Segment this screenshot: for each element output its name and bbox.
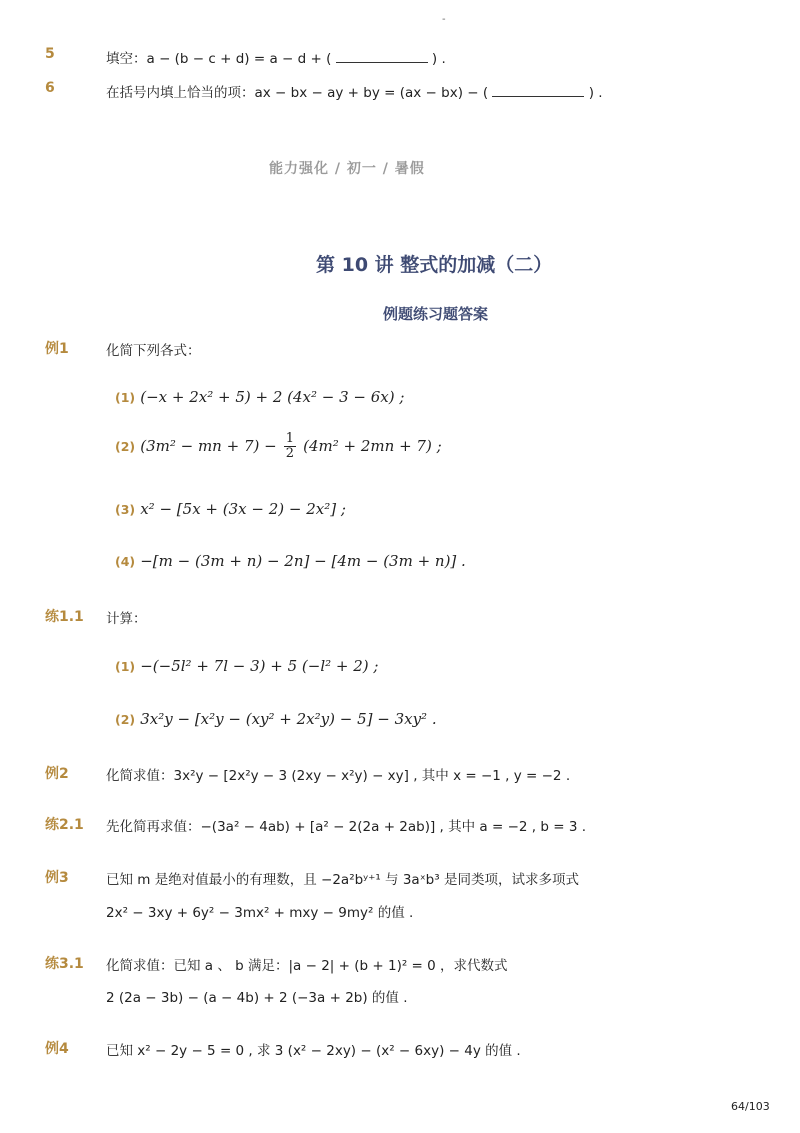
example-1-item-3 [115,499,346,518]
example-1-item-1 [115,387,404,406]
question-6-text: 在括号内填上恰当的项：ax − bx − ay + by = (ax − bx) − ( [106,85,493,101]
practice-3-1-line-2: 2 (2a − 3b) − (a − 4b) + 2 (−3a + 2b) 的值 . [106,990,408,1006]
item-expression: −(−5l² + 7l − 3) + 5 (−l² + 2) ; [140,657,379,675]
page-number: 64/103 [731,1100,770,1113]
example-1-label: 例1 [45,341,69,357]
question-6 [106,81,603,101]
question-number-5: 5 [45,46,55,62]
practice-1-1-label: 练1.1 [45,609,84,625]
practice-1-1-item-2 [115,709,437,728]
answer-blank-6[interactable] [492,83,584,97]
item-expression-left: (3m² − mn + 7) − [140,437,277,455]
example-3-line-2: 2x² − 3xy + 6y² − 3mx² + mxy − 9my² 的值 . [106,905,414,921]
lecture-title: 第 10 讲 整式的加减（二） [316,254,553,276]
example-2-text: 化简求值：3x²y − [2x²y − 3 (2xy − x²y) − xy] , 其中 x = −1 , y = −2 . [106,768,571,784]
example-4-label: 例4 [45,1041,69,1057]
example-3-line-1: 已知 m 是绝对值最小的有理数，且 −2a²bʸ⁺¹ 与 3aˣb³ 是同类项，试求多项式 [106,872,579,888]
item-number: (1) [115,659,136,674]
item-expression: x² − [5x + (3x − 2) − 2x²] ; [140,500,346,518]
item-number: (2) [115,439,136,454]
example-2-label: 例2 [45,766,69,782]
practice-3-1-label: 练3.1 [45,956,84,972]
practice-2-1-text: 先化简再求值：−(3a² − 4ab) + [a² − 2(2a + 2ab)] , 其中 a = −2 , b = 3 . [106,819,587,835]
example-1-item-4 [115,551,466,570]
item-number: (3) [115,502,136,517]
question-5-text: 填空：a − (b − c + d) = a − d + ( [106,51,336,67]
item-expression: −[m − (3m + n) − 2n] − [4m − (3m + n)] . [140,552,466,570]
item-number: (4) [115,554,136,569]
item-number: (2) [115,712,136,727]
question-5-close: ) . [427,51,446,67]
fraction-one-half [284,432,296,461]
question-5 [106,47,446,67]
fraction-denominator: 2 [285,446,295,461]
course-banner: 能力强化 / 初一 / 暑假 [269,161,425,177]
practice-3-1-line-1: 化简求值：已知 a 、 b 满足：|a − 2| + (b + 1)² = 0 ，求代数式 [106,958,508,974]
section-subtitle: 例题练习题答案 [383,305,489,323]
question-6-close: ) . [584,85,603,101]
question-number-6: 6 [45,80,55,96]
practice-2-1-label: 练2.1 [45,817,84,833]
example-1-item-2 [115,432,442,461]
example-3-label: 例3 [45,870,69,886]
fraction-numerator: 1 [285,431,295,446]
item-number: (1) [115,390,136,405]
example-1-prompt: 化简下列各式： [106,343,201,359]
header-mark: - [442,14,446,25]
item-expression: 3x²y − [x²y − (xy² + 2x²y) − 5] − 3xy² . [140,710,437,728]
practice-1-1-prompt: 计算： [106,611,147,627]
answer-blank-5[interactable] [336,49,428,63]
item-expression: (−x + 2x² + 5) + 2 (4x² − 3 − 6x) ; [140,388,405,406]
item-expression-right: (4m² + 2mn + 7) ; [303,437,442,455]
practice-1-1-item-1 [115,656,378,675]
example-4-text: 已知 x² − 2y − 5 = 0 , 求 3 (x² − 2xy) − (x² − 6xy) − 4y 的值 . [106,1043,521,1059]
